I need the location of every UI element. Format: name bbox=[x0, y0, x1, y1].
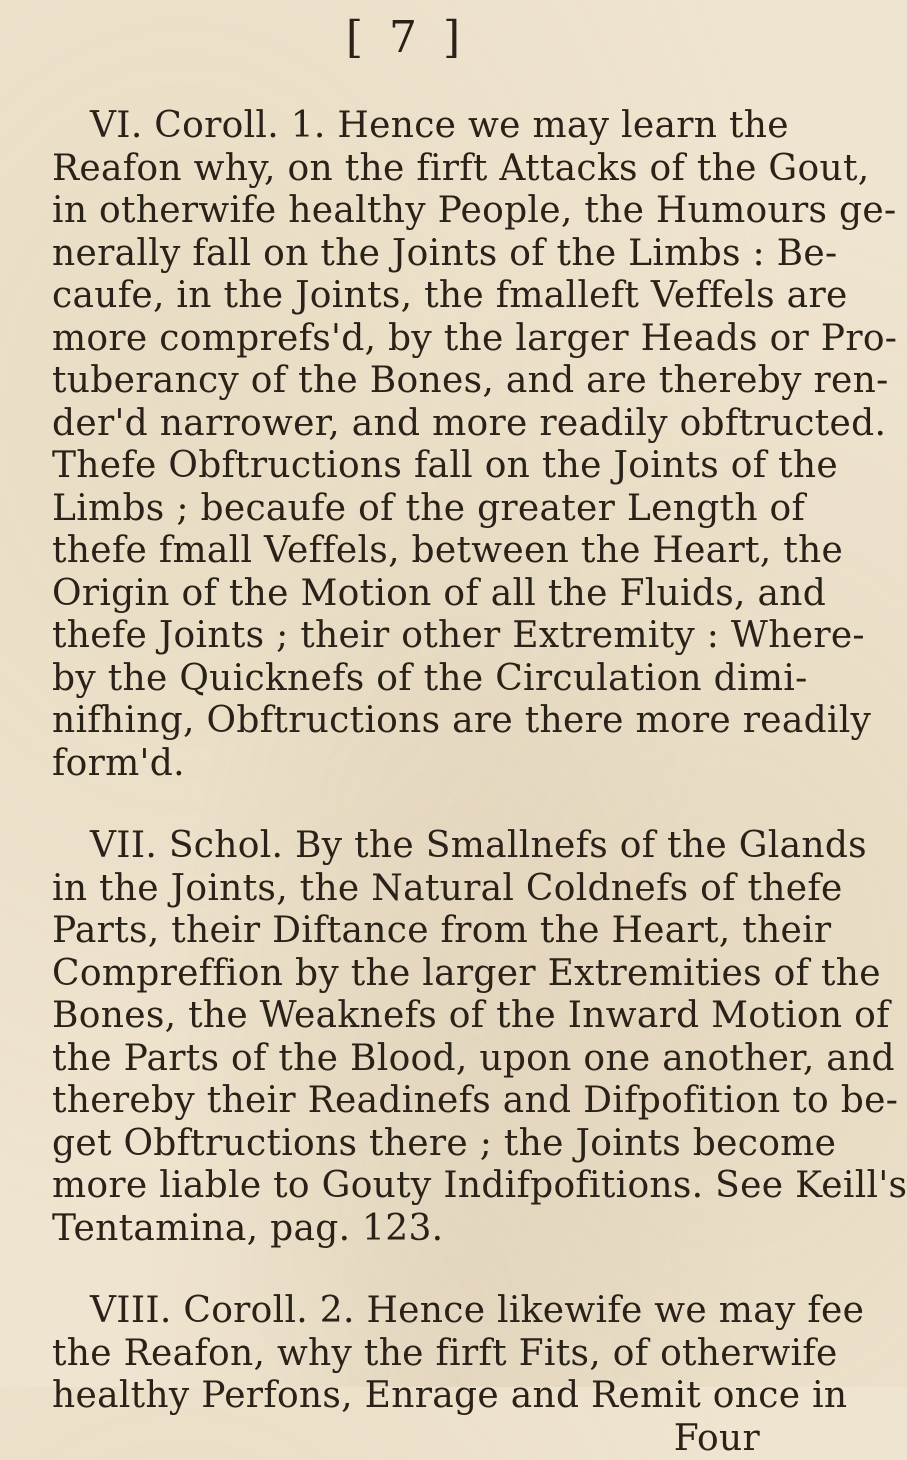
text-line: Compreffion by the larger Extremities of the bbox=[52, 953, 760, 996]
text-line: Bones, the Weaknefs of the Inward Motion of bbox=[52, 995, 760, 1038]
text-line: caufe, in the Joints, the fmalleft Veffels are bbox=[52, 275, 760, 318]
text-line: Reafon why, on the firft Attacks of the Gout, bbox=[52, 148, 760, 191]
text-line: in otherwife healthy People, the Humours ge- bbox=[52, 190, 760, 233]
text-line: by the Quicknefs of the Circulation dimi- bbox=[52, 658, 760, 701]
text-line: nerally fall on the Joints of the Limbs : Be- bbox=[52, 233, 760, 276]
text-line: der'd narrower, and more readily obftructed. bbox=[52, 403, 760, 446]
text-line: more comprefs'd, by the larger Heads or Pro- bbox=[52, 318, 760, 361]
text-line: in the Joints, the Natural Coldnefs of thefe bbox=[52, 868, 760, 911]
text-line: VIII. Coroll. 2. Hence likewife we may fee bbox=[52, 1290, 760, 1333]
text-line: Parts, their Diftance from the Heart, their bbox=[52, 910, 760, 953]
text-line: nifhing, Obftructions are there more readily bbox=[52, 700, 760, 743]
text-line: thefe Joints ; their other Extremity : Where- bbox=[52, 615, 760, 658]
text-line: thefe fmall Veffels, between the Heart, the bbox=[52, 530, 760, 573]
text-line: VI. Coroll. 1. Hence we may learn the bbox=[52, 105, 760, 148]
text-line: thereby their Readinefs and Difpofition to be- bbox=[52, 1080, 760, 1123]
paragraph-viii bbox=[52, 1290, 760, 1460]
text-line: Thefe Obftructions fall on the Joints of the bbox=[52, 445, 760, 488]
catchword: Four bbox=[52, 1418, 760, 1460]
text-line: Tentamina, pag. 123. bbox=[52, 1208, 760, 1251]
paragraph-vi bbox=[52, 105, 760, 785]
paragraph-vii bbox=[52, 825, 760, 1250]
text-line: get Obftructions there ; the Joints become bbox=[52, 1123, 760, 1166]
text-line: the Parts of the Blood, upon one another, and bbox=[52, 1038, 760, 1081]
text-line: tuberancy of the Bones, and are thereby ren- bbox=[52, 360, 760, 403]
page-number: [ 7 ] bbox=[52, 12, 760, 63]
text-line: Origin of the Motion of all the Fluids, and bbox=[52, 573, 760, 616]
text-line: Limbs ; becaufe of the greater Length of bbox=[52, 488, 760, 531]
text-line: VII. Schol. By the Smallnefs of the Glands bbox=[52, 825, 760, 868]
text-line: more liable to Gouty Indifpofitions. See Keill's bbox=[52, 1165, 760, 1208]
text-line: the Reafon, why the firft Fits, of otherwife bbox=[52, 1333, 760, 1376]
text-line: healthy Perfons, Enrage and Remit once in bbox=[52, 1375, 760, 1418]
text-line: form'd. bbox=[52, 743, 760, 786]
